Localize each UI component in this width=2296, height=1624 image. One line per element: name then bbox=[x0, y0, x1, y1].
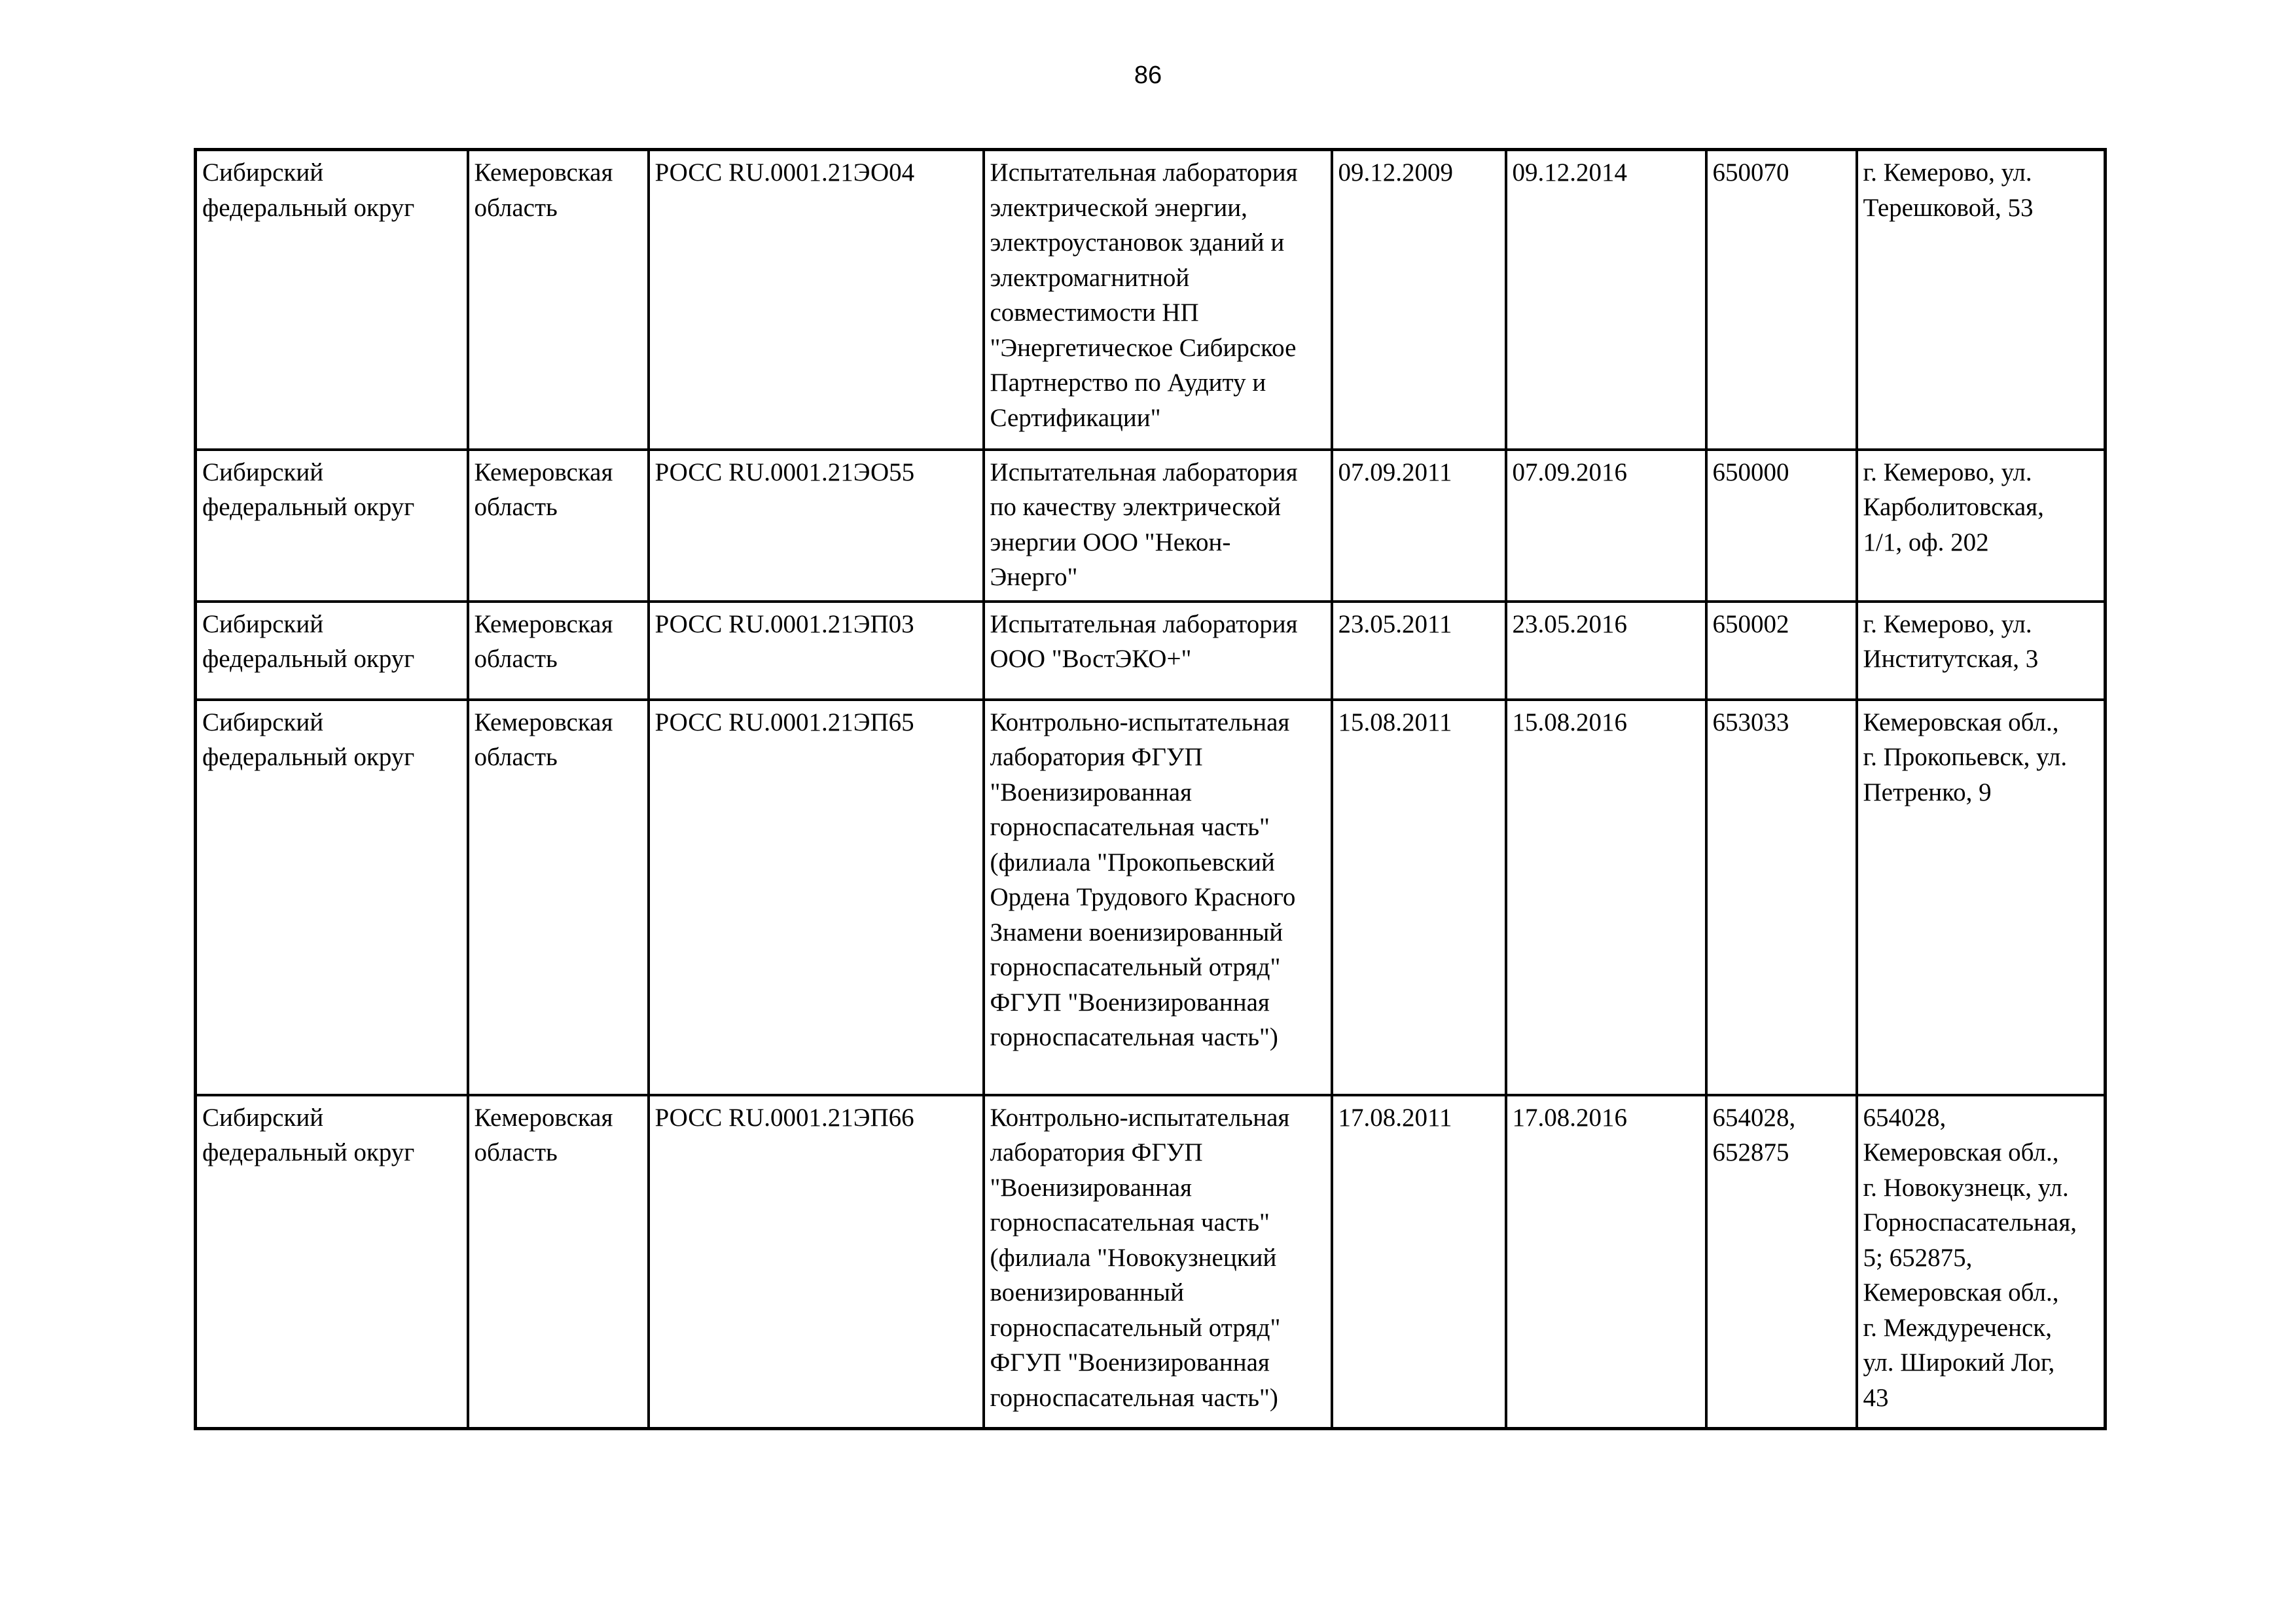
federal-district-cell: Сибирский федеральный округ bbox=[196, 602, 468, 700]
valid-to-cell: 23.05.2016 bbox=[1506, 602, 1706, 700]
postal-code-cell: 653033 bbox=[1706, 700, 1857, 1095]
laboratory-name-cell: Контрольно-испытательная лаборатория ФГУП "Военизированная горноспасательная часть" (филиала "Прокопьевский Ордена Трудового Красного Знамени военизированный горноспасательный отряд" ФГУП "Военизированная горноспасательная часть") bbox=[984, 700, 1332, 1095]
address-cell: 654028, Кемеровская обл., г. Новокузнецк, ул. Горноспасательная, 5; 652875, Кемеровская обл., г. Междуреченск, ул. Широкий Лог, 43 bbox=[1857, 1095, 2106, 1429]
certificate-number-cell: РОСС RU.0001.21ЭП66 bbox=[649, 1095, 984, 1429]
region-cell: Кемеровская область bbox=[468, 1095, 649, 1429]
valid-from-cell: 23.05.2011 bbox=[1332, 602, 1506, 700]
address-cell: г. Кемерово, ул. Терешковой, 53 bbox=[1857, 150, 2106, 450]
certificate-number-cell: РОСС RU.0001.21ЭО55 bbox=[649, 450, 984, 602]
table-row bbox=[196, 450, 2106, 602]
valid-from-cell: 17.08.2011 bbox=[1332, 1095, 1506, 1429]
postal-code-cell: 650000 bbox=[1706, 450, 1857, 602]
table-row bbox=[196, 602, 2106, 700]
valid-to-cell: 07.09.2016 bbox=[1506, 450, 1706, 602]
certificate-number-cell: РОСС RU.0001.21ЭО04 bbox=[649, 150, 984, 450]
table-row bbox=[196, 700, 2106, 1095]
address-cell: г. Кемерово, ул. Карболитовская, 1/1, оф. 202 bbox=[1857, 450, 2106, 602]
table-row bbox=[196, 150, 2106, 450]
region-cell: Кемеровская область bbox=[468, 700, 649, 1095]
page-number: 86 bbox=[1134, 62, 1162, 89]
laboratory-registry-table bbox=[194, 148, 2107, 1430]
address-cell: Кемеровская обл., г. Прокопьевск, ул. Петренко, 9 bbox=[1857, 700, 2106, 1095]
postal-code-cell: 650002 bbox=[1706, 602, 1857, 700]
valid-to-cell: 17.08.2016 bbox=[1506, 1095, 1706, 1429]
federal-district-cell: Сибирский федеральный округ bbox=[196, 450, 468, 602]
valid-from-cell: 15.08.2011 bbox=[1332, 700, 1506, 1095]
certificate-number-cell: РОСС RU.0001.21ЭП03 bbox=[649, 602, 984, 700]
address-cell: г. Кемерово, ул. Институтская, 3 bbox=[1857, 602, 2106, 700]
laboratory-name-cell: Испытательная лаборатория по качеству электрической энергии ООО "Некон- Энерго" bbox=[984, 450, 1332, 602]
valid-from-cell: 09.12.2009 bbox=[1332, 150, 1506, 450]
postal-code-cell: 650070 bbox=[1706, 150, 1857, 450]
federal-district-cell: Сибирский федеральный округ bbox=[196, 1095, 468, 1429]
laboratory-name-cell: Испытательная лаборатория ООО "ВостЭКО+" bbox=[984, 602, 1332, 700]
laboratory-name-cell: Испытательная лаборатория электрической энергии, электроустановок зданий и электромагнитной совместимости НП "Энергетическое Сибирское Партнерство по Аудиту и Сертификации" bbox=[984, 150, 1332, 450]
table-row bbox=[196, 1095, 2106, 1429]
valid-to-cell: 15.08.2016 bbox=[1506, 700, 1706, 1095]
region-cell: Кемеровская область bbox=[468, 602, 649, 700]
postal-code-cell: 654028, 652875 bbox=[1706, 1095, 1857, 1429]
federal-district-cell: Сибирский федеральный округ bbox=[196, 700, 468, 1095]
laboratory-name-cell: Контрольно-испытательная лаборатория ФГУП "Военизированная горноспасательная часть" (филиала "Новокузнецкий военизированный горноспасательный отряд" ФГУП "Военизированная горноспасательная часть") bbox=[984, 1095, 1332, 1429]
region-cell: Кемеровская область bbox=[468, 150, 649, 450]
valid-to-cell: 09.12.2014 bbox=[1506, 150, 1706, 450]
region-cell: Кемеровская область bbox=[468, 450, 649, 602]
federal-district-cell: Сибирский федеральный округ bbox=[196, 150, 468, 450]
certificate-number-cell: РОСС RU.0001.21ЭП65 bbox=[649, 700, 984, 1095]
valid-from-cell: 07.09.2011 bbox=[1332, 450, 1506, 602]
